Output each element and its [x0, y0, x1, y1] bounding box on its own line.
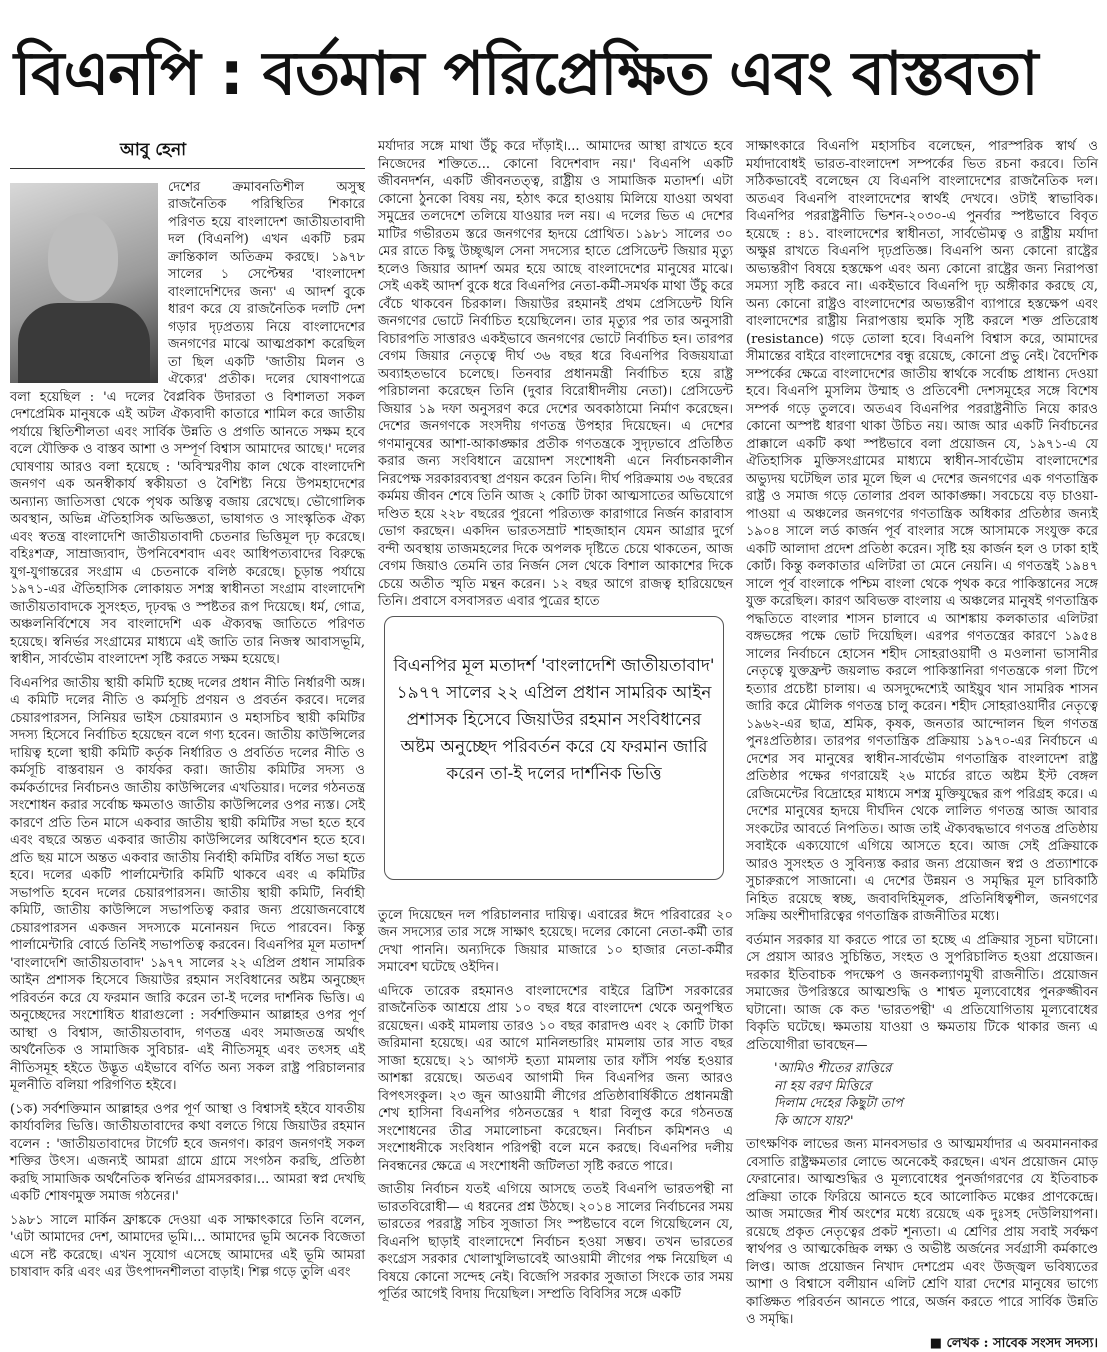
paragraph: তুলে দিয়েছেন দল পরিচালনার দায়িত্ব। এবারের ঈদে পরিবারের ২০ জন সদস্যের তার সঙ্গে সাক্ষাৎ হয়েছে। দলের কোনো নেতা-কর্মী তার দেখা পাননি। অন্যদিকে জিয়ার মাজারে ১০ হাজার নেতা-কর্মীর সমাবেশ ঘটেছে ওইদিন।	[378, 907, 733, 977]
poem-line: 'আমিও শীতের রাত্তিরে	[774, 1060, 1098, 1078]
divider	[10, 168, 365, 169]
poem	[774, 1060, 1098, 1130]
poem-line: না হয় বরণ মিত্তিরে	[774, 1078, 1098, 1096]
column-3	[746, 138, 1098, 1318]
author-photo-head	[48, 213, 118, 301]
paragraph: ১৯৮১ সালে মার্কিন ফ্রাঙ্ককে দেওয়া এক সাক্ষাৎকারে তিনি বলেন, 'এটা আমাদের দেশ, আমাদের ভূমি।... আমাদের ভূমি অনেক বিজেতা এসে নষ্ট করেছে। এখন সুযোগ এসেছে আমাদের এই ভূমি আমরা চাষাবাদ করি এবং এর উৎপাদনশীলতা বাড়াই। শিল্প গড়ে তুলি এবং	[10, 1212, 365, 1282]
paragraph: দেশের ক্রমাবনতিশীল অসুস্থ রাজনৈতিক পরিস্থিতির শিকারে পরিণত হয়ে বাংলাদেশ জাতীয়তাবাদী দল (বিএনপি) এখন একটি চরম ক্রান্তিকাল অতিক্রম করছে। ১৯৭৮ সালের ১ সেপ্টেম্বর 'বাংলাদেশ বাংলাদেশিদের জন্য' এ আদর্শ বুকে ধারণ করে যে রাজনৈতিক দলটি দেশ গড়ার দৃঢ়প্রত্যয় নিয়ে বাংলাদেশের জনগণের মাঝে আত্মপ্রকাশ করেছিল তা ছিল একটি 'জাতীয় মিলন ও ঐক্যের' প্রতীক। দলের ঘোষণাপত্রে বলা হয়েছিল : 'এ দলের বৈপ্লবিক উদারতা ও বিশালতা সকল দেশপ্রেমিক মানুষকে এই অটল ঐক্যবাদী কাতারে শামিল করে জাতীয় পর্যায়ে স্থিতিশীলতা এবং সার্বিক উন্নতি ও প্রগতি আনতে সক্ষম হবে বলে যৌক্তিক ও বাস্তব আশা ও সম্পূর্ণ বিশ্বাস আমাদের আছে।' দলের ঘোষণায় আরও বলা হয়েছে : 'অবিস্মরণীয় কাল থেকে বাংলাদেশি জনগণ এক অনস্বীকার্য স্বকীয়তা ও বৈশিষ্ট্য নিয়ে উপমহাদেশের অন্যান্য জাতিসত্তা থেকে পৃথক অস্তিত্ব বজায় রেখেছে। ভৌগোলিক অবস্থান, অভিন্ন ঐতিহাসিক অভিজ্ঞতা, ভাষাগত ও সাংস্কৃতিক ঐক্য এবং স্বতন্ত্র বাংলাদেশি জাতীয়তাবাদী চেতনার ভিত্তিমূল দৃঢ় করেছে। বহিঃশত্রু, সাম্রাজ্যবাদ, উপনিবেশবাদ এবং আধিপত্যবাদের বিরুদ্ধে যুগ-যুগান্তরের সংগ্রাম এ চেতনাকে বলিষ্ঠ করেছে। চূড়ান্ত পর্যায়ে ১৯৭১-এর ঐতিহাসিক লোকায়ত সশস্ত্র স্বাধীনতা সংগ্রাম বাংলাদেশি জাতীয়তাবাদকে সুসংহত, দৃঢ়বদ্ধ ও স্পষ্টতর রূপ দিয়েছে। ধর্ম, গোত্র, অঞ্চলনির্বিশেষে সব বাংলাদেশি এক ঐক্যবদ্ধ জাতিতে পরিণত হয়েছে। স্বনির্ভর সংগ্রামের মাধ্যমে এই জাতি তার নিজস্ব আবাসভূমি, স্বাধীন, সার্বভৌম বাংলাদেশ সৃষ্টি করতে সক্ষম হয়েছে।	[10, 179, 365, 669]
author-note: ■ লেখক : সাবেক সংসদ সদস্য।	[746, 1335, 1098, 1352]
column-1	[10, 138, 365, 1318]
paragraph: বর্তমান সরকার যা করতে পারে তা হচ্ছে এ প্রক্রিয়ার সূচনা ঘটানো। সে প্রয়াস আরও সুচিন্তিত, সংহত ও সুপরিচালিত হওয়া প্রয়োজন। দরকার ইতিবাচক পদক্ষেপ ও জনকল্যাণমুখী রাজনীতি। প্রয়োজন সমাজের উপরিস্তরে আত্মশুদ্ধি ও শাশ্বত মূল্যবোধের পুনরুজ্জীবন ঘটানো। আজ কে কত 'ভারতপন্থী' এ প্রতিযোগিতায় মূল্যবোধের বিকৃতি ঘটেছে। ক্ষমতায় যাওয়া ও ক্ষমতায় টিকে থাকার জন্য এ প্রতিযোগীরা ভাবছেন—	[746, 932, 1098, 1055]
paragraph: এদিকে তারেক রহমানও বাংলাদেশের বাইরে ব্রিটিশ সরকারের রাজনৈতিক আশ্রয়ে প্রায় ১০ বছর ধরে বাংলাদেশ থেকে অনুপস্থিত রয়েছেন। একই মামলায় তারও ১০ বছর কারাদণ্ড এবং ২ কোটি টাকা জরিমানা হয়েছে। এর আগে মানিলন্ডারিং মামলায় তার সাত বছর সাজা হয়েছে। ২১ আগস্ট হত্যা মামলায় তার ফাঁসি পর্যন্ত হওয়ার আশঙ্কা রয়েছে। অতএব আগামী দিন বিএনপির জন্য আরও বিপৎসংকুল। ২৩ জুন আওয়ামী লীগের প্রতিষ্ঠাবার্ষিকীতে প্রধানমন্ত্রী শেখ হাসিনা বিএনপির গঠনতন্ত্রের ৭ ধারা বিলুপ্ত করে গঠনতন্ত্র সংশোধনের তীব্র সমালোচনা করেছেন। নির্বাচন কমিশনও এ সংশোধনীকে সংবিধান পরিপন্থী বলে মনে করছে। বিএনপির দলীয় নিবন্ধনের ক্ষেত্রে এ সংশোধনী জটিলতা সৃষ্টি করতে পারে।	[378, 983, 733, 1176]
author-photo-body	[18, 303, 150, 383]
author-photo	[10, 183, 158, 383]
paragraph: বিএনপির জাতীয় স্থায়ী কমিটি হচ্ছে দলের প্রধান নীতি নির্ধারণী অঙ্গ। এ কমিটি দলের নীতি ও কর্মসূচি প্রণয়ন ও প্রবর্তন করবে। দলের চেয়ারপারসন, সিনিয়র ভাইস চেয়ারম্যান ও মহাসচিব স্থায়ী কমিটির সদস্য হিসেবে নির্বাচিত হয়েছেন বলে গণ্য হবেন। জাতীয় কাউন্সিলের দায়িত্ব হলো স্থায়ী কমিটি কর্তৃক নির্ধারিত ও প্রবর্তিত দলের নীতি ও কর্মসূচি বাস্তবায়ন ও কার্যকর করা। জাতীয় কমিটির সদস্য ও কর্মকর্তাদের নির্বাচনও জাতীয় কাউন্সিলের এখতিয়ার। দলের গঠনতন্ত্র সংশোধন করার সর্বোচ্চ ক্ষমতাও জাতীয় কাউন্সিলের ওপর ন্যস্ত। সেই কারণে প্রতি তিন মাসে একবার জাতীয় স্থায়ী কমিটির সভা হতে হবে এবং বছরে অন্তত একবার জাতীয় কাউন্সিলের অধিবেশন হতে হবে। প্রতি ছয় মাসে অন্তত একবার জাতীয় নির্বাহী কমিটির বর্ধিত সভা হতে হবে। দলের একটি পার্লামেন্টারি কমিটি থাকবে এবং এ কমিটির সভাপতি হবেন দলের চেয়ারপারসন। জাতীয় স্থায়ী কমিটি, নির্বাহী কমিটি, জাতীয় কাউন্সিলে সভাপতিত্ব করার জন্য প্রয়োজনবোধে চেয়ারপারসন একজন সদস্যকে মনোনয়ন দিতে পারবেন। কিন্তু পার্লামেন্টারি বোর্ডে তিনিই সভাপতিত্ব করবেন। বিএনপির মূল মতাদর্শ 'বাংলাদেশি জাতীয়তাবাদ' ১৯৭৭ সালের ২২ এপ্রিল প্রধান সামরিক আইন প্রশাসক হিসেবে জিয়াউর রহমান সংবিধানের অষ্টম অনুচ্ছেদ পরিবর্তন করে যে ফরমান জারি করেন তা-ই দলের দার্শনিক ভিত্তি। এ অনুচ্ছেদের সংশোধিত ধারাগুলো : সর্বশক্তিমান আল্লাহর ওপর পূর্ণ আস্থা ও বিশ্বাস, জাতীয়তাবাদ, গণতন্ত্র এবং সমাজতন্ত্র অর্থাৎ অর্থনৈতিক ও সামাজিক সুবিচার- এই নীতিসমূহ এবং তৎসহ এই নীতিসমূহ হইতে উদ্ভূত এইভাবে বর্ণিত অন্য সকল রাষ্ট্র পরিচালনার মূলনীতি বলিয়া পরিগণিত হইবে।	[10, 675, 365, 1095]
paragraph: সাক্ষাৎকারে বিএনপি মহাসচিব বলেছেন, পারস্পরিক স্বার্থ ও মর্যাদাবোধই ভারত-বাংলাদেশ সম্পর্কের ভিত রচনা করবে। তিনি সঠিকভাবেই বলেছেন যে বিএনপি বাংলাদেশের রাজনৈতিক দল। অতএব বিএনপি বাংলাদেশের স্বার্থই দেখবে। ওটাই স্বাভাবিক। বিএনপির পররাষ্ট্রনীতি ভিশন-২০৩০-এ পুনর্বার স্পষ্টভাবে বিবৃত হয়েছে : ৪১. বাংলাদেশের স্বাধীনতা, সার্বভৌমত্ব ও রাষ্ট্রীয় মর্যাদা অক্ষুণ্ণ রাখতে বিএনপি দৃঢ়প্রতিজ্ঞ। বিএনপি অন্য কোনো রাষ্ট্রের অভ্যন্তরীণ বিষয়ে হস্তক্ষেপ এবং অন্য কোনো রাষ্ট্রের জন্য নিরাপত্তা সমস্যা সৃষ্টি করবে না। একইভাবে বিএনপি দৃঢ় অঙ্গীকার করছে যে, অন্য কোনো রাষ্ট্রও বাংলাদেশের অভ্যন্তরীণ ব্যাপারে হস্তক্ষেপ এবং বাংলাদেশের রাষ্ট্রীয় নিরাপত্তায় হুমকি সৃষ্টি করলে শক্ত প্রতিরোধ (resistance) গড়ে তোলা হবে। বিএনপি বিশ্বাস করে, আমাদের সীমান্তের বাইরে বাংলাদেশের বন্ধু রয়েছে, কোনো প্রভু নেই। বৈদেশিক সম্পর্কের ক্ষেত্রে বাংলাদেশের জাতীয় স্বার্থকে সর্বোচ্চ প্রাধান্য দেওয়া হবে। বিএনপি মুসলিম উম্মাহ ও প্রতিবেশী দেশসমূহের সঙ্গে বিশেষ সম্পর্ক গড়ে তুলবে। অতএব বিএনপির পররাষ্ট্রনীতি নিয়ে কারও কোনো অস্পষ্ট ধারণা থাকা উচিত নয়। আজ আর একটি নির্বাচনের প্রাক্কালে একটি কথা স্পষ্টভাবে বলা প্রয়োজন যে, ১৯৭১-এ যে ঐতিহাসিক মুক্তিসংগ্রামের মাধ্যমে স্বাধীন-সার্বভৌম বাংলাদেশের অভ্যুদয় ঘটেছিল তার মূলে ছিল এ দেশের জনগণের এক গণতান্ত্রিক রাষ্ট্র ও সমাজ গড়ে তোলার প্রবল আকাঙ্ক্ষা। সবচেয়ে বড় চাওয়া-পাওয়া এ অঞ্চলের জনগণের গণতান্ত্রিক অধিকার প্রতিষ্ঠার জন্যই ১৯০৪ সালে লর্ড কার্জন পূর্ব বাংলার সঙ্গে আসামকে সংযুক্ত করে একটি আলাদা প্রদেশ প্রতিষ্ঠা করেন। সৃষ্টি হয় কার্জন হল ও ঢাকা হাই কোর্ট। কিন্তু কলকাতার এলিটরা তা মেনে নেয়নি। এ গণতন্ত্রই ১৯৪৭ সালে পূর্ব বাংলাকে পশ্চিম বাংলা থেকে পৃথক করে পাকিস্তানের সঙ্গে যুক্ত করেছিল। কারণ অবিভক্ত বাংলায় এ অঞ্চলের মানুষই গণতান্ত্রিক পদ্ধতিতে বাংলার শাসন চালাবে এ আশঙ্কায় কলকাতার এলিটরা বঙ্গভঙ্গের পক্ষে ভোট দিয়েছিল। এরপর গণতন্ত্রের কারণে ১৯৫৪ সালের নির্বাচনে হোসেন শহীদ সোহরাওয়ার্দী ও মওলানা ভাসানীর নেতৃত্বে যুক্তফ্রন্ট জয়লাভ করলে পাকিস্তানিরা গণতন্ত্রকে গলা টিপে হত্যার প্রচেষ্টা চালায়। এ অসদুদ্দেশ্যেই আইয়ুব খান সামরিক শাসন জারি করে মৌলিক গণতন্ত্র চালু করেন। শহীদ সোহরাওয়ার্দীর নেতৃত্বে ১৯৬২-এর ছাত্র, শ্রমিক, কৃষক, জনতার আন্দোলন ছিল গণতন্ত্র পুনঃপ্রতিষ্ঠার। তারপর গণতান্ত্রিক প্রক্রিয়ায় ১৯৭০-এর নির্বাচনে এ দেশের সব মানুষের স্বাধীন-সার্বভৌম গণতান্ত্রিক বাংলাদেশ রাষ্ট্র প্রতিষ্ঠার পক্ষের গণরায়েই ২৬ মার্চের রাতে অষ্টম ইস্ট বেঙ্গল রেজিমেন্টের বিদ্রোহের মাধ্যমে সশস্ত্র মুক্তিযুদ্ধের রূপ পরিগ্রহ করে। এ দেশের মানুষের হৃদয়ে দীর্ঘদিন থেকে লালিত গণতন্ত্র আজ আবার সংকটের আবর্তে নিপতিত। আজ তাই ঐক্যবদ্ধভাবে গণতন্ত্র প্রতিষ্ঠায় সবাইকে এক্যযোগে এগিয়ে আসতে হবে। আজ সেই প্রক্রিয়াকে আরও সুসংহত ও সুবিন্যস্ত করার জন্য প্রয়োজন স্বপ্ন ও প্রত্যাশাকে সুচারুরূপে সাজানো। এ দেশের উন্নয়ন ও সমৃদ্ধির মূল চাবিকাঠি নিহিত রয়েছে স্বচ্ছ, জবাবদিহিমূলক, প্রতিনিধিত্বশীল, জনগণের সক্রিয় অংশীদারিত্বের গণতান্ত্রিক রাজনীতির মধ্যে।	[746, 138, 1098, 926]
poem-line: দিলাম দেহের কিছুটা তাপ	[774, 1095, 1098, 1113]
paragraph: জাতীয় নির্বাচন যতই এগিয়ে আসছে ততই বিএনপি ভারতপন্থী না ভারতবিরোধী— এ ধরনের প্রশ্ন উঠছে। ২০১৪ সালের নির্বাচনের সময় ভারতের পররাষ্ট্র সচিব সুজাতা সিং স্পষ্টভাবে বলে গিয়েছিলেন যে, বিএনপি ছাড়াই বাংলাদেশে নির্বাচন হওয়া সম্ভব। তখন ভারতের কংগ্রেস সরকার খোলাখুলিভাবেই আওয়ামী লীগের পক্ষ নিয়েছিল এ বিষয়ে কোনো সন্দেহ নেই। বিজেপি সরকার সুজাতা সিংকে তার সময় পূর্তির আগেই বিদায় দিয়েছিল। সম্প্রতি বিবিসির সঙ্গে একটি	[378, 1181, 733, 1304]
poem-line: কি আসে যায়?'	[774, 1113, 1098, 1131]
paragraph: তাৎক্ষণিক লাভের জন্য মানবসভার ও আত্মমর্যাদার এ অবমাননাকর বেসাতি রাষ্ট্রক্ষমতার লোভে অনেকেই করছেন। এখন প্রয়োজন মোড় ফেরানোর। আত্মশুদ্ধির ও মূল্যবোধের পুনর্জাগরণের যে ইতিবাচক প্রক্রিয়া তাকে ফিরিয়ে আনতে হবে আলোকিত মঞ্চের প্রাণকেন্দ্রে। আজ সমাজের শীর্ষ অংশের মধ্যে রয়েছে এক দুঃসহ দেউলিয়াপনা। রয়েছে প্রকৃত নেতৃত্বের প্রকট শূন্যতা। এ শ্রেণির প্রায় সবাই সর্বক্ষণ স্বার্থপর ও আত্মকেন্দ্রিক লক্ষ্য ও অভীষ্ট অর্জনের সর্বগ্রাসী কর্মকাণ্ডে লিপ্ত। আজ প্রয়োজন নিখাদ দেশপ্রেম এবং উজ্জ্বল ভবিষ্যতের আশা ও বিশ্বাসে বলীয়ান এলিট শ্রেণি যারা দেশের মানুষের ভাগ্যে কাঙ্ক্ষিত পরিবর্তন আনতে পারে, অর্জন করতে পারে সার্বিক উন্নতি ও সমৃদ্ধি।	[746, 1136, 1098, 1329]
pullquote: বিএনপির মূল মতাদর্শ 'বাংলাদেশি জাতীয়তাবাদ' ১৯৭৭ সালের ২২ এপ্রিল প্রধান সামরিক আইন প্রশাসক হিসেবে জিয়াউর রহমান সংবিধানের অষ্টম অনুচ্ছেদ পরিবর্তন করে যে ফরমান জারি করেন তা-ই দলের দার্শনিক ভিত্তি	[384, 616, 724, 880]
byline: আবু হেনা	[120, 142, 365, 160]
paragraph: (১ক) সর্বশক্তিমান আল্লাহর ওপর পূর্ণ আস্থা ও বিশ্বাসই হইবে যাবতীয় কার্যাবলির ভিত্তি। জাতীয়তাবাদের কথা বলতে গিয়ে জিয়াউর রহমান বলেন : 'জাতীয়তাবাদের টার্গেট হবে জনগণ। কারণ জনগণই সকল শক্তির উৎস। এজন্যই আমরা গ্রামে গ্রামে সংগঠন করছি, প্রতিষ্ঠা করছি সামাজিক অর্থনৈতিক স্বনির্ভর গ্রামসরকার।... আমরা স্বপ্ন দেখছি একটি শোষণমুক্ত সমাজ গঠনের।'	[10, 1101, 365, 1206]
paragraph: মর্যাদার সঙ্গে মাথা উঁচু করে দাঁড়াই।... আমাদের আস্থা রাখতে হবে নিজেদের শক্তিতে... কোনো বিদেশবাদ নয়।' বিএনপি একটি জীবনদর্শন, একটি জীবনতত্ত্ব, রাষ্ট্রীয় ও সামাজিক মতাদর্শ। এটা কোনো ঠুনকো বিষয় নয়, হঠাৎ করে হাওয়ায় মিলিয়ে যাওয়া অথবা সমুদ্রের তলদেশে তলিয়ে যাওয়ার দল নয়। এ দলের ভিত এ দেশের মাটির গভীরতম স্তরে জনগণের হৃদয়ে প্রোথিত। ১৯৮১ সালের ৩০ মের রাতে কিছু উচ্ছৃঙ্খল সেনা সদস্যের হাতে প্রেসিডেন্ট জিয়ার মৃত্যু হলেও জিয়ার আদর্শ অমর হয়ে আছে বাংলাদেশের মানুষের মাঝে। সেই একই আদর্শ বুকে ধরে বিএনপির নেতা-কর্মী-সমর্থক মাথা উঁচু করে বেঁচে থাকবেন চিরকাল। জিয়াউর রহমানই প্রথম প্রেসিডেন্ট যিনি জনগণের ভোটে নির্বাচিত হয়েছিলেন। তার মৃত্যুর পর তার অনুসারী বিচারপতি সাত্তারও একইভাবে জনগণের ভোটে নির্বাচিত হন। তারপর বেগম জিয়ার নেতৃত্বে দীর্ঘ ৩৬ বছর ধরে বিএনপির বিজয়যাত্রা অব্যাহতভাবে চলেছে। তিনবার প্রধানমন্ত্রী নির্বাচিত হয়ে রাষ্ট্র পরিচালনা করেছেন তিনি (দুবার বিরোধীদলীয় নেতা)। প্রেসিডেন্ট জিয়ার ১৯ দফা অনুসরণ করে দেশের অবকাঠামো নির্মাণ করেছেন। দেশের জনগণকে সংসদীয় গণতন্ত্র উপহার দিয়েছেন। এ দেশের গণমানুষের আশা-আকাঙ্ক্ষার প্রতীক গণতন্ত্রকে সুদৃঢ়ভাবে প্রতিষ্ঠিত করার জন্য সংবিধানে ত্রয়োদশ সংশোধনী এনে নির্বাচনকালীন নিরপেক্ষ সরকারব্যবস্থা প্রণয়ন করেন তিনি। দীর্ঘ পরিক্রমায় ৩৬ বছরের কর্মময় জীবন শেষে তিনি আজ ২ কোটি টাকা আত্মসাতের অভিযোগে দণ্ডিত হয়ে ২২৮ বছরের পুরনো পরিত্যক্ত কারাগারে নির্জন কারাবাস ভোগ করছেন। একদিন ভারতসম্রাট শাহজাহান যেমন আগ্রার দুর্গে বন্দী অবস্থায় তাজমহলের দিকে অপলক দৃষ্টিতে চেয়ে থাকতেন, আজ বেগম জিয়াও তেমনি তার নির্জন সেল থেকে বিশাল আকাশের দিকে চেয়ে অতীত স্মৃতি মন্থন করেন। ১২ বছর আগে রাজত্ব হারিয়েছেন তিনি। প্রবাসে বসবাসরত এবার পুত্রের হাতে	[378, 138, 733, 611]
headline: বিএনপি : বর্তমান পরিপ্রেক্ষিত এবং বাস্তবতা	[14, 22, 1096, 126]
